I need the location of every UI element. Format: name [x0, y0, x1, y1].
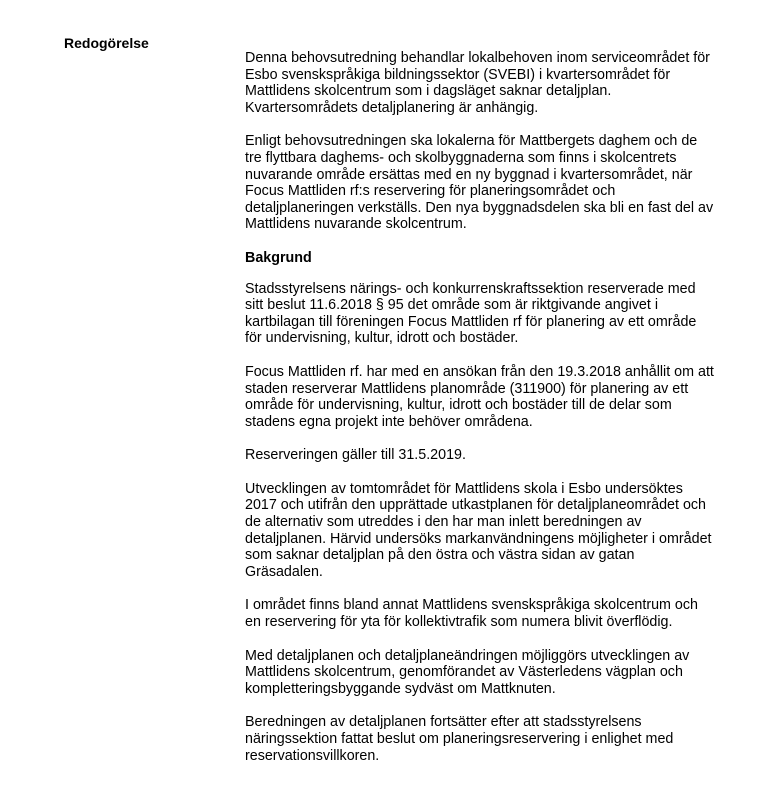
document-body	[245, 50, 715, 781]
paragraph: Denna behovsutredning behandlar lokalbehoven inom serviceområdet för Esbo svenskspråkiga bildningssektor (SVEBI) i kvartersområdet för Mattlidens skolcentrum som i dagsläget saknar detaljplan. Kvartersområdets detaljplanering är anhängig.	[245, 50, 710, 116]
paragraph: Med detaljplanen och detaljplaneändringen möjliggörs utvecklingen av Mattlidens skolcentrum, genomförandet av Västerledens vägplan och kompletteringsbyggande sydväst om Mattknuten.	[245, 647, 690, 697]
paragraph: Beredningen av detaljplanen fortsätter efter att stadsstyrelsens näringssektion fattat beslut om planeringsreservering i enlighet med reservationsvillkoren.	[245, 714, 674, 764]
paragraph: Enligt behovsutredningen ska lokalerna för Mattbergets daghem och de tre flyttbara daghems- och skolbyggnaderna som finns i skolcentrets nuvarande område ersättas med en ny byggnad i kvartersområdet, när Focus Mattliden rf:s reservering för planeringsområdet och detaljplaneringen verkställs. Den nya byggnadsdelen ska bli en fast del av Mattlidens nuvarande skolcentrum.	[245, 133, 714, 233]
paragraph: Reserveringen gäller till 31.5.2019.	[245, 447, 466, 464]
paragraph: Utvecklingen av tomtområdet för Mattlidens skola i Esbo undersöktes 2017 och utifrån den upprättade utkastplanen för detaljplaneområdet och de alternativ som utreddes i den har man inlett beredningen av detaljplanen. Härvid undersöks markanvändningens möjligheter i området som saknar detaljplan på den östra och västra sidan av gatan Gräsadalen.	[245, 480, 712, 580]
section-heading: Bakgrund	[245, 249, 312, 266]
paragraph: I området finns bland annat Mattlidens svenskspråkiga skolcentrum och en reservering för yta för kollektivtrafik som numera blivit överflödig.	[245, 597, 698, 631]
paragraph: Stadsstyrelsens närings- och konkurrenskraftssektion reserverade med sitt beslut 11.6.2018 § 95 det område som är riktgivande angivet i kartbilagan till föreningen Focus Mattliden rf för planering av ett område för undervisning, kultur, idrott och bostäder.	[245, 280, 697, 347]
paragraph: Focus Mattliden rf. har med en ansökan från den 19.3.2018 anhållit om att staden reserverar Mattlidens planområde (311900) för planering av ett område för undervisning, kultur, idrott och bostäder till de delar som stadens egna projekt inte behöver områdena.	[245, 363, 714, 430]
side-heading: Redogörelse	[64, 35, 149, 51]
